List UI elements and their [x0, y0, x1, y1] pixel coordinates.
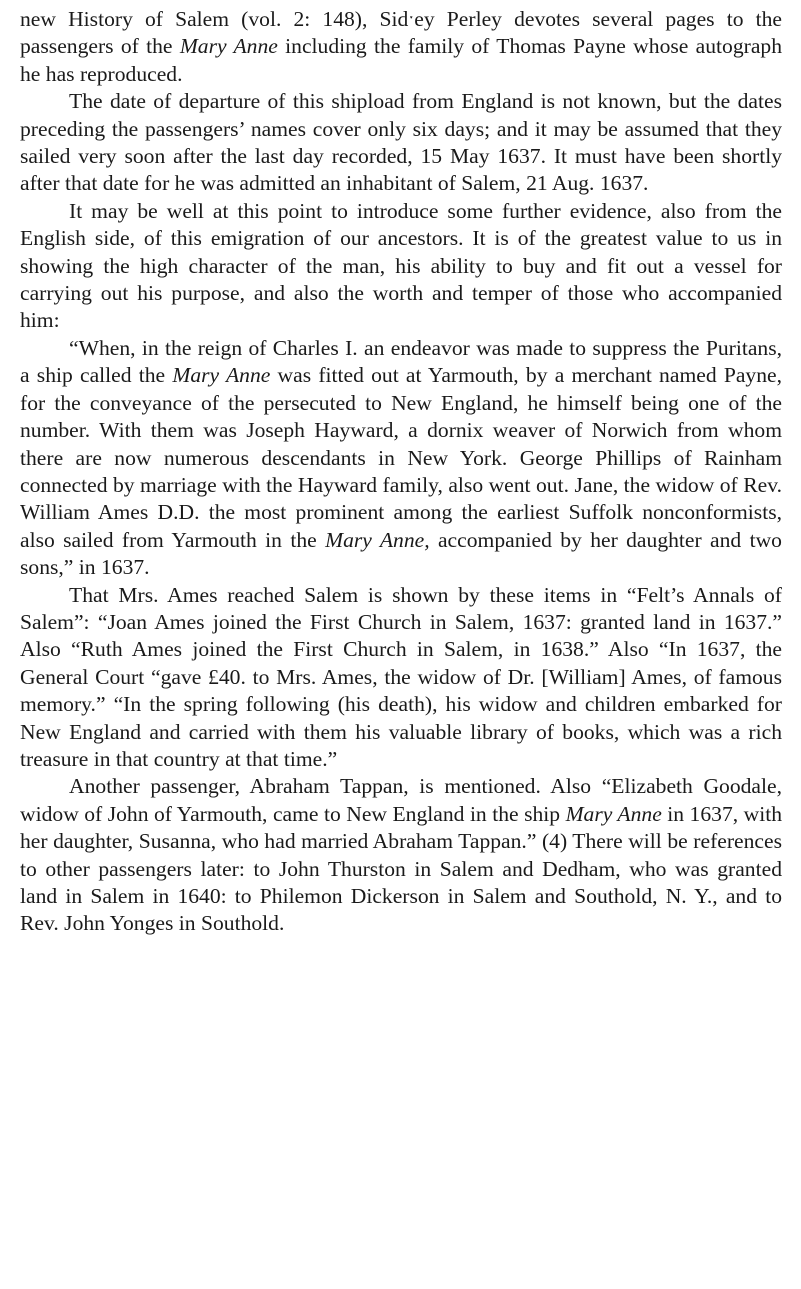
paragraph-text: new History of Salem (vol. 2: 148), Sidˑey Perley devotes several pages to the passengers of the: [20, 7, 782, 59]
paragraph-3: [20, 198, 782, 335]
paragraph-6: [20, 773, 782, 937]
ship-name-italic: Mary Anne: [179, 34, 278, 59]
paragraph-5: [20, 582, 782, 774]
ship-name-italic: Mary Anne,: [325, 527, 430, 552]
ship-name-italic: Mary Anne: [172, 363, 271, 388]
paragraph-2: [20, 88, 782, 198]
paragraph-text: The date of departure of this shipload from England is not known, but the dates preceding the passengers’ names cover only six days; and it may be assumed that they sailed very soon after the last day recorded, 15 May 1637. It must have been shortly after that date for he was admitted an inhabitant of Salem, 21 Aug. 1637.: [20, 89, 782, 196]
paragraph-text: accompanied by her daughter and two sons,” in 1637.: [20, 527, 782, 580]
paragraph-text: including the family of Thomas Payne whose autograph he has reproduced.: [20, 34, 782, 86]
document-page: [20, 6, 782, 938]
paragraph-text: Another passenger, Abraham Tappan, is mentioned. Also “Elizabeth Goodale, widow of John of Yarmouth, came to New England in the ship: [20, 774, 782, 826]
paragraph-text: in 1637, with her daughter, Susanna, who had married Abraham Tappan.” (4) There will be references to other passengers later: to John Thurston in Salem and Dedham, who was granted land in Salem in 1640: to Philemon Dickerson in Salem and Southold, N. Y., and to Rev. John Yonges in Southold.: [20, 801, 783, 936]
ship-name-italic: Mary Anne: [565, 801, 662, 826]
paragraph-1: [20, 6, 782, 88]
paragraph-text: That Mrs. Ames reached Salem is shown by these items in “Felt’s Annals of Salem”: “Joan Ames joined the First Church in Salem, 1637: granted land in 1637.” Also “Ruth Ames joined the First Church in Salem, in 1638.” Also “In 1637, the General Court “gave £40. to Mrs. Ames, the widow of Dr. [William] Ames, of famous memory.” “In the spring following (his death), his widow and children embarked for New England and carried with them his valuable library of books, which was a rich treasure in that country at that time.”: [20, 582, 782, 771]
paragraph-text: It may be well at this point to introduce some further evidence, also from the English side, of this emigration of our ancestors. It is of the greatest value to us in showing the high character of the man, his ability to buy and fit out a vessel for carrying out his purpose, and also the worth and temper of those who accompanied him:: [20, 198, 782, 333]
paragraph-text: “When, in the reign of Charles I. an endeavor was made to suppress the Puritans, a ship called the: [20, 335, 782, 388]
paragraph-text: was fitted out at Yarmouth, by a merchant named Payne, for the conveyance of the persecuted to New England, he himself being one of the number. With them was Joseph Hayward, a dornix weaver of Norwich from whom there are now numerous descendants in New York. George Phillips of Rainham connected by marriage with the Hayward family, also went out. Jane, the widow of Rev. William Ames D.D. the most prominent among the earliest Suffolk nonconformists, also sailed from Yarmouth in the: [20, 363, 782, 552]
paragraph-4-quotation: [20, 335, 782, 582]
